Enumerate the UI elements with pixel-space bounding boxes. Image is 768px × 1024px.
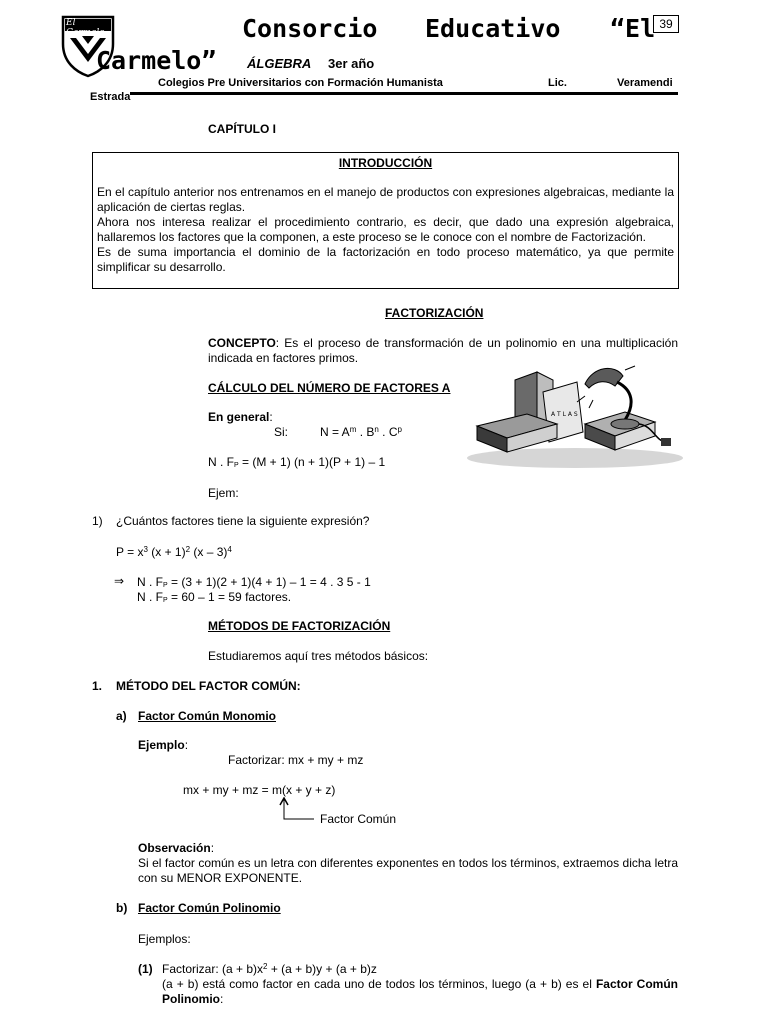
n-formula-base: N = A xyxy=(320,425,350,439)
n-formula-c: . C xyxy=(378,425,398,439)
header-author-name: Veramendi xyxy=(617,77,673,89)
header-title-word2: Educativo xyxy=(425,14,561,43)
factor-comun-pointer xyxy=(276,797,316,823)
p-expr-c: (x – 3) xyxy=(190,545,228,559)
observacion-text: Si el factor común es un letra con diferentes exponentes en todos los términos, extraemos dicha letra con su MENOR EXPONENTE. xyxy=(138,856,678,885)
intro-title: INTRODUCCIÓN xyxy=(338,156,433,170)
r2-prefix: N . F xyxy=(137,590,163,604)
p-exp1: 3 xyxy=(143,545,148,554)
p-exp3: 4 xyxy=(227,545,232,554)
ejemplo-colon: : xyxy=(184,738,189,752)
ejem-label: Ejem: xyxy=(208,486,239,500)
nf-prefix: N . F xyxy=(208,455,234,469)
page-number-box xyxy=(653,15,679,33)
e1-exp: 2 xyxy=(263,962,268,971)
nf-sub: P xyxy=(234,462,239,469)
header-title-word3: “El xyxy=(610,14,656,43)
item-a-title: Factor Común Monomio xyxy=(138,709,276,723)
factorizar-text: Factorizar: mx + my + mz xyxy=(228,753,364,767)
concept-label: CONCEPTO xyxy=(208,336,276,350)
nf-formula-text: = (M + 1) (n + 1)(P + 1) – 1 xyxy=(238,455,386,469)
n-formula-exp-n: n xyxy=(374,425,379,434)
logo-text: El Carmelo xyxy=(66,18,105,38)
concept-text: : Es el proceso de transformación de un polinomio en una multiplicación indicada en factores primos. xyxy=(208,336,678,365)
example-b1-explanation xyxy=(162,977,678,1007)
item-b-label: b) xyxy=(116,901,128,915)
example1-number: 1) xyxy=(92,514,103,528)
item-a-label: a) xyxy=(116,709,127,723)
e1-text: (a + b) está como factor en cada uno de todos los términos, luego (a + b) es el xyxy=(162,977,596,991)
header-author-surname: Estrada xyxy=(90,91,131,103)
example1-question: ¿Cuántos factores tiene la siguiente expresión? xyxy=(116,514,370,528)
implies-arrow: ⇒ xyxy=(114,574,125,588)
intro-box xyxy=(92,152,679,289)
header-subtitle: Colegios Pre Universitarios con Formación Humanista xyxy=(158,77,443,89)
p-expr-b: (x + 1) xyxy=(147,545,186,559)
r1-rest: = (3 + 1)(2 + 1)(4 + 1) – 1 = 4 . 3 5 - 1 xyxy=(167,575,371,589)
r1-prefix: N . F xyxy=(137,575,163,589)
item-b-title: Factor Común Polinomio xyxy=(138,901,281,915)
example1-result-2 xyxy=(137,590,291,604)
e1-bold: Factor Común Polinomio xyxy=(162,977,678,1006)
example1-result-1 xyxy=(137,575,371,589)
ejemplo-label-line xyxy=(138,738,188,752)
header-grade: 3er año xyxy=(328,56,375,71)
p-expr-a: P = x xyxy=(116,545,144,559)
n-formula xyxy=(320,425,402,439)
header-title-line2: Carmelo” xyxy=(96,46,217,75)
metodos-title: MÉTODOS DE FACTORIZACIÓN xyxy=(208,619,391,633)
p-exp2: 2 xyxy=(185,545,191,554)
header-rule xyxy=(130,92,678,95)
r2-rest: = 60 – 1 = 59 factores. xyxy=(167,590,292,604)
si-label: Si: xyxy=(274,425,289,439)
factorizacion-title: FACTORIZACIÓN xyxy=(385,306,484,320)
intro-paragraph-1: En el capítulo anterior nos entrenamos en el manejo de productos con expresiones algebraicas, mediante la aplicación de ciertas reglas. xyxy=(97,185,674,214)
general-colon: : xyxy=(269,410,273,424)
ejemplo-label: Ejemplo xyxy=(138,738,185,752)
nf-formula xyxy=(208,455,385,469)
method1-title: MÉTODO DEL FACTOR COMÚN: xyxy=(116,679,301,693)
method1-number: 1. xyxy=(92,679,103,693)
observacion-colon: : xyxy=(210,841,215,855)
example1-expression xyxy=(116,545,232,559)
intro-paragraph-3: Es de suma importancia el dominio de la factorización en todo proceso matemático, ya que permite simplificar su desarrollo. xyxy=(97,245,674,274)
n-formula-b: . B xyxy=(356,425,375,439)
factorizar-result: mx + my + mz = m(x + y + z) xyxy=(183,783,336,797)
calc-title: CÁLCULO DEL NÚMERO DE FACTORES A xyxy=(208,381,451,395)
books-lamp-illustration xyxy=(465,362,685,470)
observacion-label: Observación xyxy=(138,841,211,855)
example-b1-number: (1) xyxy=(138,962,153,976)
r1-sub: P xyxy=(163,582,168,589)
general-label: En general xyxy=(208,410,270,424)
factor-comun-label: Factor Común xyxy=(320,812,397,826)
chapter-title: CAPÍTULO I xyxy=(208,122,276,136)
e1-end: : xyxy=(220,992,224,1006)
ejemplos-label: Ejemplos: xyxy=(138,932,191,946)
intro-paragraph-2: Ahora nos interesa realizar el procedimiento contrario, es decir, que dado una expresión algebraica, hallaremos los factores que la componen, a este proceso se le conoce con el nombre de Factorización. xyxy=(97,215,674,244)
header-title-word1: Consorcio xyxy=(242,14,378,43)
r2-sub: P xyxy=(163,597,168,604)
e1-b: + (a + b)y + (a + b)z xyxy=(267,962,377,976)
books-lamp-icon xyxy=(465,362,685,470)
general-label-line xyxy=(208,410,273,424)
header-subject: ÁLGEBRA xyxy=(247,56,312,71)
metodos-intro: Estudiaremos aquí tres métodos básicos: xyxy=(208,649,429,663)
n-formula-exp-p: p xyxy=(397,425,402,434)
page-number: 39 xyxy=(659,17,673,31)
pointer-arrow-icon xyxy=(276,797,316,823)
header-author-title: Lic. xyxy=(548,77,567,89)
svg-text:A T L A S: A T L A S xyxy=(551,411,578,418)
e1-a: Factorizar: (a + b)x xyxy=(162,962,264,976)
observacion-label-line xyxy=(138,841,214,855)
example-b1-expression xyxy=(162,962,377,976)
n-formula-exp-m: m xyxy=(349,425,357,434)
